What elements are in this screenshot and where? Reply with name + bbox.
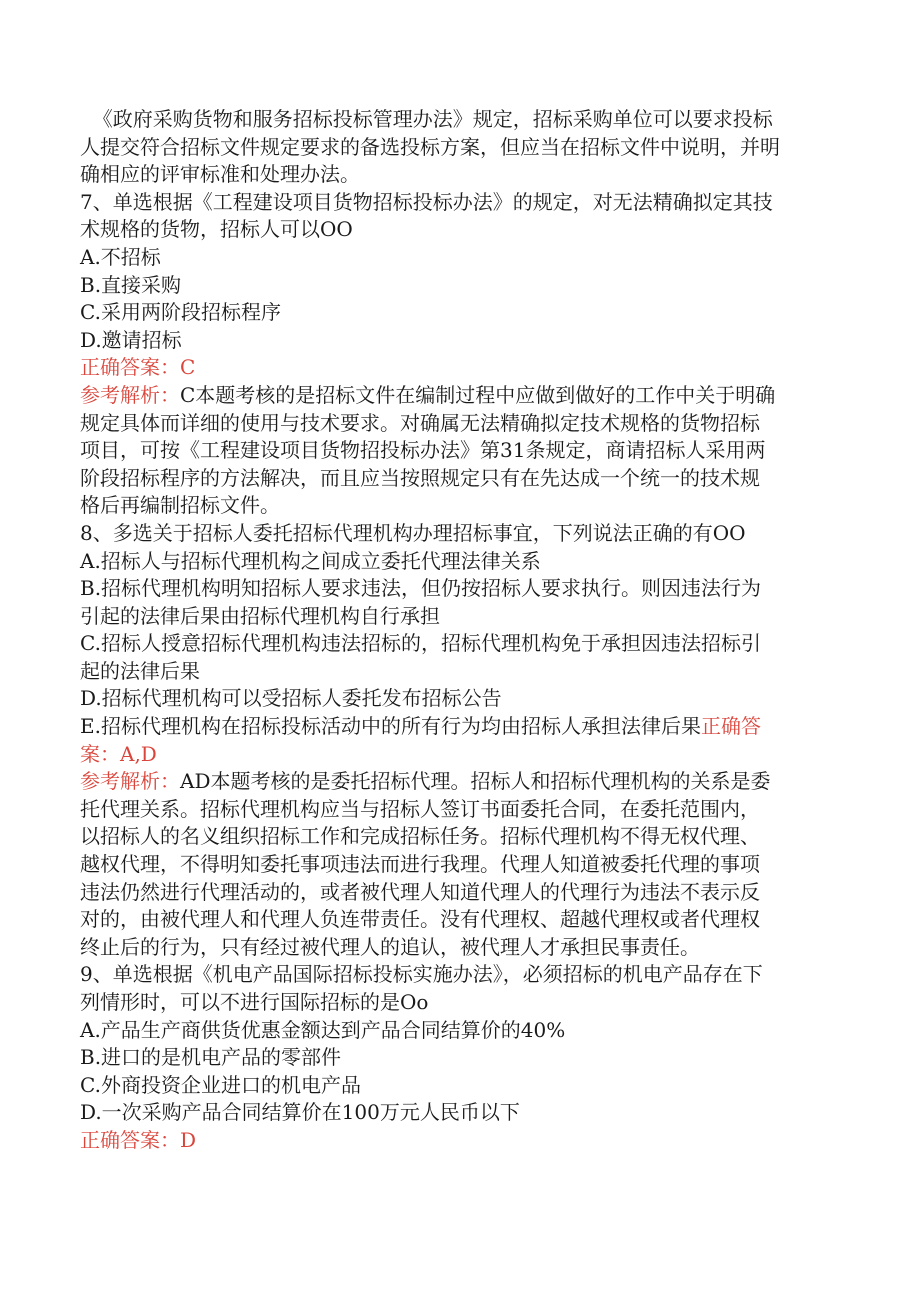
q7-option-d: D.邀请招标 [80,327,182,352]
intro-line-1: 《政府采购货物和服务招标投标管理办法》规定，招标采购单位可以要求投标 [92,107,773,131]
q8-analysis-line-7: 终止后的行为，只有经过被代理人的追认，被代理人才承担民事责任。 [80,934,700,959]
document-page [80,106,840,1155]
q8-option-a: A.招标人与招标代理机构之间成立委托代理法律关系 [80,548,541,573]
q8-analysis-line-5: 违法仍然进行代理活动的，或者被代理人知道代理人的代理行为违法不表示反 [80,879,760,904]
intro-line-2: 人提交符合招标文件规定要求的备选投标方案，但应当在招标文件中说明，并明 [80,134,780,159]
q8-analysis-line-6: 对的，由被代理人和代理人负连带责任。没有代理权、超越代理权或者代理权 [80,907,760,932]
q7-option-a: A.不招标 [80,244,161,269]
q8-option-d: D.招标代理机构可以受招标人委托发布招标公告 [80,686,502,711]
q9-answer-value: D [180,1127,197,1152]
q7-analysis-line-5: 格后再编制招标文件。 [80,493,280,518]
q9-answer-label: 正确答案： [80,1127,180,1152]
q7-answer-label: 正确答案： [80,355,180,380]
q8-analysis-label: 参考解析： [80,769,180,794]
q8-analysis-line-3: 以招标人的名义组织招标工作和完成招标任务。招标代理机构不得无权代理、 [80,824,760,849]
q8-option-c-line-2: 起的法律后果 [80,658,200,683]
q8-answer [80,741,840,769]
q9-option-c: C.外商投资企业进口的机电产品 [80,1072,361,1097]
q7-answer-value: C [180,355,196,380]
q8-analysis-line-4: 越权代理，不得明知委托事项违法而进行我理。代理人知道被委托代理的事项 [80,852,760,877]
q8-option-e: E.招标代理机构在招标投标活动中的所有行为均由招标人承担法律后果正确答 [80,714,761,739]
q9-option-a: A.产品生产商供货优惠金额达到产品合同结算价的40% [80,1017,566,1042]
q7-stem-line-1: 7、单选根据《工程建设项目货物招标投标办法》的规定，对无法精确拟定其技 [80,189,773,214]
q7-analysis-line-1: 参考解析：C本题考核的是招标文件在编制过程中应做到做好的工作中关于明确 [80,382,776,407]
q8-analysis-line-1: 参考解析：AD本题考核的是委托招标代理。招标人和招标代理机构的关系是委 [80,769,771,794]
q7-answer [80,354,840,382]
q9-option-b: B.进口的是机电产品的零部件 [80,1045,342,1070]
q7-analysis-line-4: 阶段招标程序的方法解决，而且应当按照规定只有在先达成一个统一的技术规 [80,465,760,490]
q9-stem-line-2: 列情形时，可以不进行国际招标的是Oo [80,990,429,1014]
q7-stem-line-2: 术规格的货物，招标人可以OO [80,217,353,242]
q9-stem-line-1: 9、单选根据《机电产品国际招标投标实施办法》，必须招标的机电产品存在下 [80,962,763,987]
q7-analysis-line-2: 规定具体而详细的使用与技术要求。对确属无法精确拟定技术规格的货物招标 [80,410,760,435]
q9-option-d: D.一次采购产品合同结算价在100万元人民币以下 [80,1100,520,1125]
q8-stem: 8、多选关于招标人委托招标代理机构办理招标事宜，下列说法正确的有OO [80,520,746,545]
q8-option-c-line-1: C.招标人授意招标代理机构违法招标的，招标代理机构免于承担因违法招标引 [80,631,761,656]
q8-option-b-line-1: B.招标代理机构明知招标人要求违法，但仍按招标人要求执行。则因违法行为 [80,576,762,601]
q8-answer-label-end: 案： [80,741,120,766]
q7-option-c: C.采用两阶段招标程序 [80,300,281,325]
q7-option-b: B.直接采购 [80,272,182,297]
q8-analysis-line-2: 托代理关系。招标代理机构应当与招标人签订书面委托合同，在委托范围内， [80,796,760,821]
q7-analysis-line-3: 项目，可按《工程建设项目货物招投标办法》第31条规定，商请招标人采用两 [80,438,766,463]
q8-option-b-line-2: 引起的法律后果由招标代理机构自行承担 [80,603,440,628]
q8-answer-label-start: 正确答 [700,714,761,739]
intro-line-3: 确相应的评审标准和处理办法。 [80,162,360,187]
q8-answer-value: A,D [120,741,157,766]
q9-answer [80,1127,840,1155]
q7-analysis-label: 参考解析： [80,382,180,407]
